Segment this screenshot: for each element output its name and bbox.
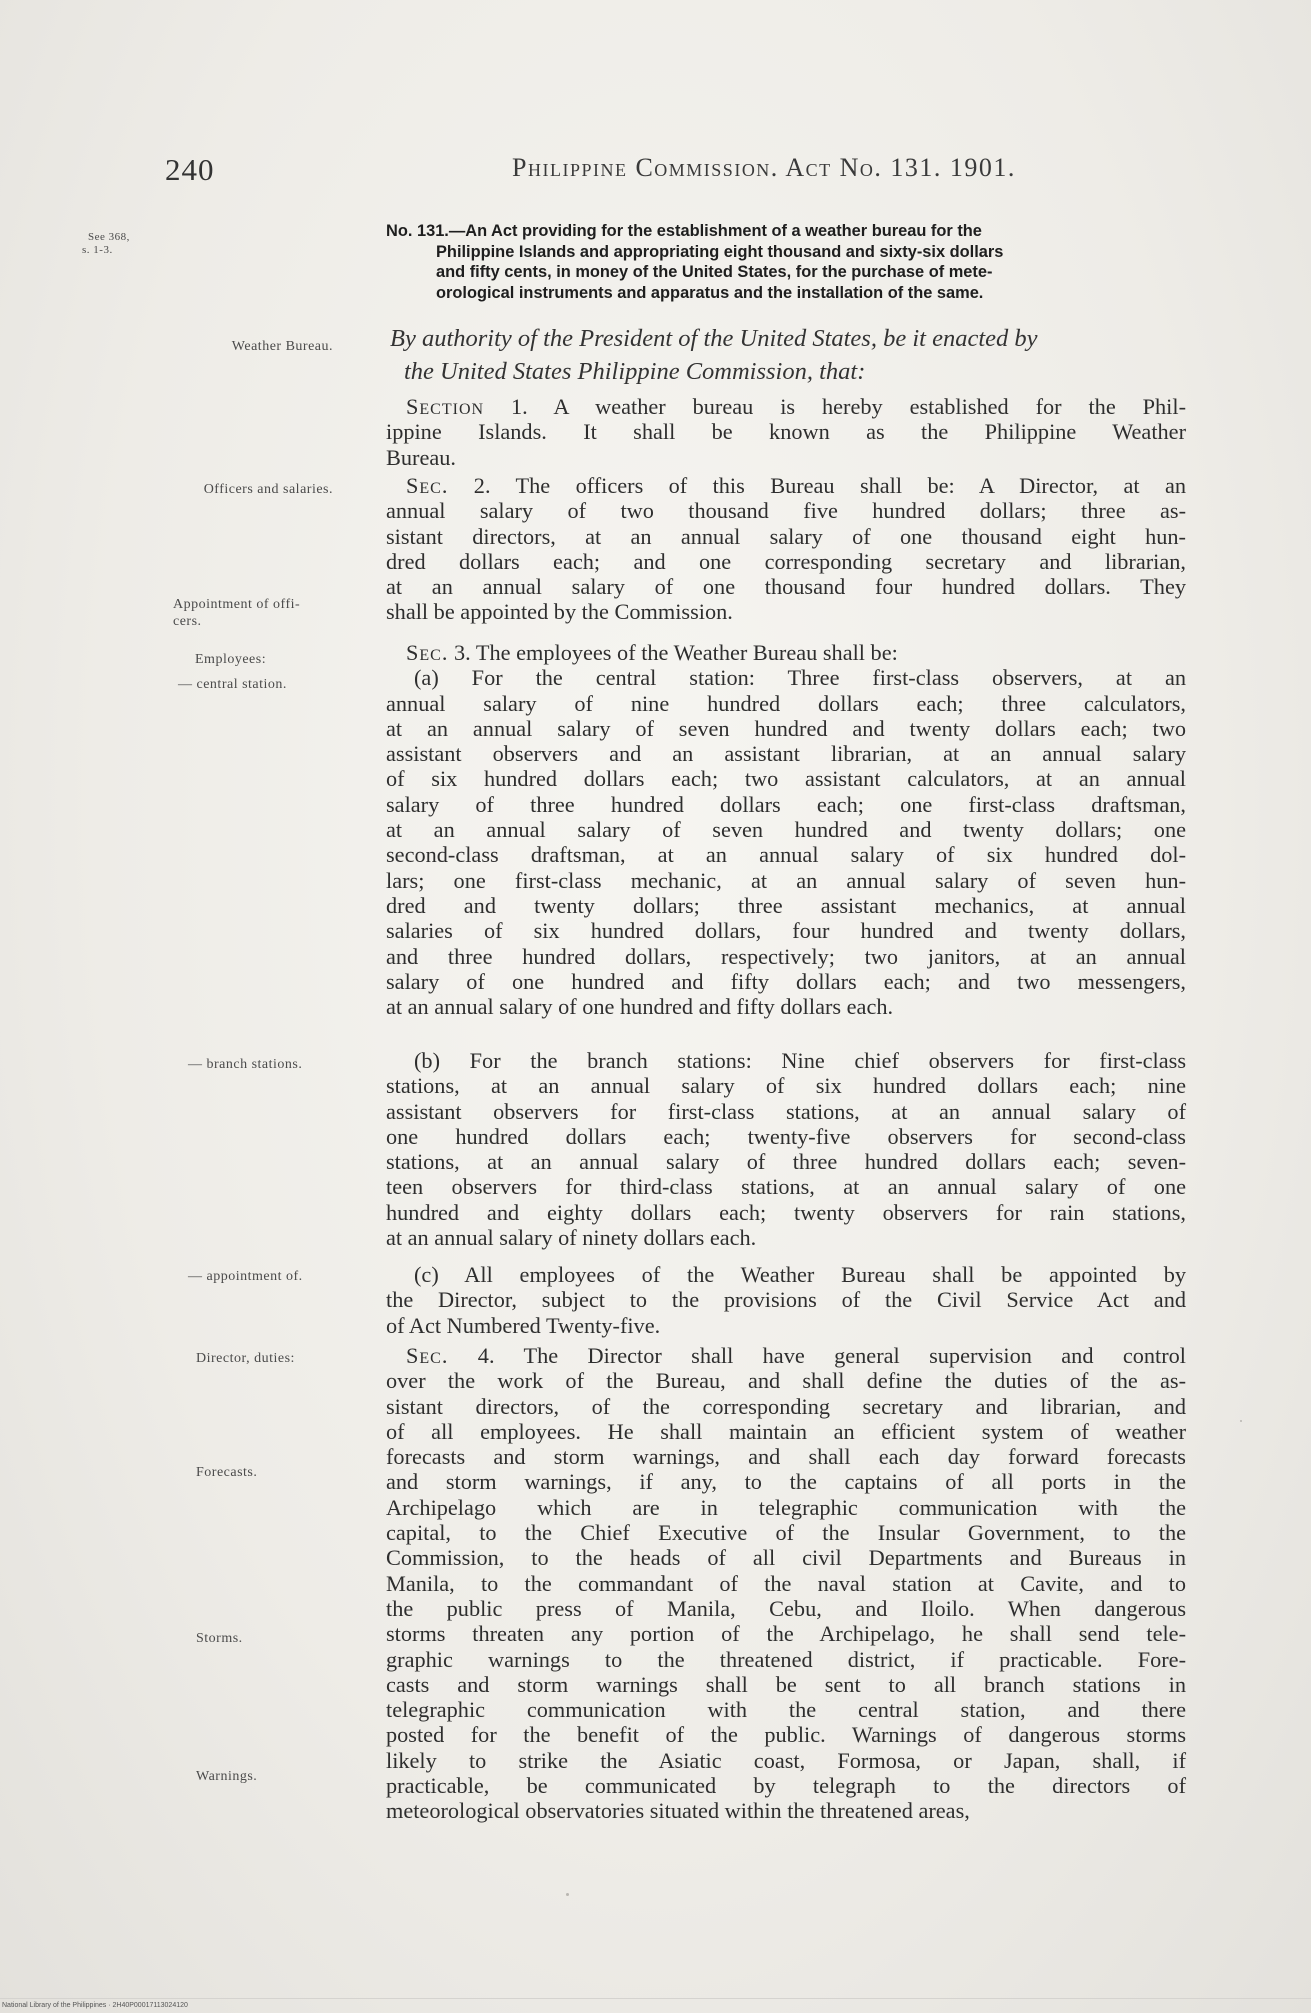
margin-reference-line-1: See 368, bbox=[88, 231, 130, 243]
section-1 bbox=[386, 394, 1186, 470]
section-label: Sec. bbox=[406, 1343, 449, 1368]
body-line: sistant directors, at an annual salary of one thousand eight hun- bbox=[386, 523, 1186, 549]
margin-reference-line-2: s. 1-3. bbox=[82, 244, 113, 256]
body-line: at an annual salary of ninety dollars each. bbox=[386, 1225, 757, 1251]
body-line: one hundred dollars each; twenty-five observers for second-class bbox=[386, 1123, 1186, 1149]
body-line: Manila, to the commandant of the naval station at Cavite, and to bbox=[386, 1570, 1186, 1596]
footer-rule bbox=[0, 1998, 1311, 1999]
body-line: (a) For the central station: Three first-class observers, at an bbox=[414, 665, 1186, 691]
body-line: casts and storm warnings shall be sent to all branch stations in bbox=[386, 1671, 1186, 1697]
section-3-c bbox=[386, 1262, 1186, 1338]
body-line: salary of one hundred and fifty dollars each; and two messengers, bbox=[386, 968, 1186, 994]
body-line: meteorological observatories situated within the threatened areas, bbox=[386, 1798, 970, 1824]
body-line: forecasts and storm warnings, and shall each day forward forecasts bbox=[386, 1444, 1186, 1470]
body-line: at an annual salary of one thousand four hundred dollars. They bbox=[386, 574, 1186, 600]
section-label: Sec. bbox=[406, 640, 449, 665]
body-line: (c) All employees of the Weather Bureau shall be appointed by bbox=[414, 1262, 1186, 1287]
enacting-clause bbox=[386, 322, 1186, 388]
margin-note-central-station: — central station. bbox=[178, 677, 287, 692]
body-line: dred dollars each; and one corresponding secretary and librarian, bbox=[386, 548, 1186, 574]
body-line: at an annual salary of seven hundred and twenty dollars each; two bbox=[386, 715, 1186, 741]
body-line: at an annual salary of one hundred and fifty dollars each. bbox=[386, 994, 894, 1020]
body-line: and storm warnings, if any, to the captains of all ports in the bbox=[386, 1469, 1186, 1495]
body-line: lars; one first-class mechanic, at an annual salary of seven hun- bbox=[386, 867, 1186, 893]
body-line: Sec. 3. The employees of the Weather Bureau shall be: bbox=[406, 640, 898, 665]
body-line: second-class draftsman, at an annual salary of six hundred dol- bbox=[386, 842, 1186, 868]
body-line: the public press of Manila, Cebu, and Iloilo. When dangerous bbox=[386, 1595, 1186, 1621]
body-line: stations, at an annual salary of six hundred dollars each; nine bbox=[386, 1073, 1186, 1099]
margin-note-officers-salaries: Officers and salaries. bbox=[203, 482, 333, 497]
body-line: telegraphic communication with the central station, and there bbox=[386, 1697, 1186, 1723]
body-line: annual salary of nine hundred dollars each; three calculators, bbox=[386, 690, 1186, 716]
body-line: over the work of the Bureau, and shall define the duties of the as- bbox=[386, 1368, 1186, 1394]
enacting-clause-line-1: By authority of the President of the United States, be it enacted by bbox=[390, 325, 1038, 352]
enacting-clause-line-2: the United States Philippine Commission, that: bbox=[404, 358, 866, 385]
section-2 bbox=[386, 473, 1186, 625]
paper-speck bbox=[1240, 1420, 1242, 1422]
body-line: assistant observers for first-class stations, at an annual salary of bbox=[386, 1098, 1186, 1124]
body-line: storms threaten any portion of the Archipelago, he shall send tele- bbox=[386, 1621, 1186, 1647]
body-line: at an annual salary of seven hundred and twenty dollars; one bbox=[386, 817, 1186, 843]
body-line: Sec. 4. The Director shall have general supervision and control bbox=[406, 1343, 1186, 1368]
margin-note-appointment-line-2: cers. bbox=[173, 614, 202, 629]
body-line: salary of three hundred dollars each; one first-class draftsman, bbox=[386, 791, 1186, 817]
page-number: 240 bbox=[165, 152, 215, 187]
body-line: of Act Numbered Twenty-five. bbox=[386, 1312, 661, 1338]
section-4 bbox=[386, 1343, 1186, 1824]
body-line: stations, at an annual salary of three hundred dollars each; seven- bbox=[386, 1149, 1186, 1175]
body-line: teen observers for third-class stations, at an annual salary of one bbox=[386, 1174, 1186, 1200]
body-line: salaries of six hundred dollars, four hundred and twenty dollars, bbox=[386, 918, 1186, 944]
paper-speck bbox=[566, 1893, 569, 1896]
act-title-line-1: No. 131.—An Act providing for the establishment of a weather bureau for the bbox=[386, 222, 982, 240]
section-label: Sec. bbox=[406, 473, 449, 498]
body-line: Bureau. bbox=[386, 444, 456, 470]
footer-credit: National Library of the Philippines · 2H40P00017113024120 bbox=[2, 2002, 188, 2009]
body-line: Commission, to the heads of all civil Departments and Bureaus in bbox=[386, 1545, 1186, 1571]
margin-note-storms: Storms. bbox=[196, 1631, 243, 1646]
margin-note-branch-stations: — branch stations. bbox=[188, 1057, 303, 1072]
body-line: capital, to the Chief Executive of the Insular Government, to the bbox=[386, 1520, 1186, 1546]
body-line: practicable, be communicated by telegraph to the directors of bbox=[386, 1773, 1186, 1799]
body-line: Archipelago which are in telegraphic communication with the bbox=[386, 1494, 1186, 1520]
body-line: annual salary of two thousand five hundred dollars; three as- bbox=[386, 498, 1186, 524]
margin-note-warnings: Warnings. bbox=[196, 1769, 258, 1784]
body-line: (b) For the branch stations: Nine chief observers for first-class bbox=[414, 1048, 1186, 1073]
margin-note-weather-bureau: Weather Bureau. bbox=[231, 339, 333, 354]
margin-note-appointment bbox=[173, 596, 373, 630]
margin-note-forecasts: Forecasts. bbox=[196, 1465, 258, 1480]
margin-note-director-duties: Director, duties: bbox=[196, 1351, 295, 1366]
body-line: graphic warnings to the threatened district, if practicable. Fore- bbox=[386, 1646, 1186, 1672]
body-line: ippine Islands. It shall be known as the Philippine Weather bbox=[386, 419, 1186, 445]
body-line: shall be appointed by the Commission. bbox=[386, 599, 733, 625]
margin-note-appointment-of: — appointment of. bbox=[188, 1269, 303, 1284]
margin-reference bbox=[82, 231, 130, 257]
body-line: hundred and eighty dollars each; twenty observers for rain stations, bbox=[386, 1199, 1186, 1225]
body-line: assistant observers and an assistant librarian, at an annual salary bbox=[386, 741, 1186, 767]
act-title-line-4: orological instruments and apparatus and the installation of the same. bbox=[436, 283, 984, 302]
body-line: likely to strike the Asiatic coast, Formosa, or Japan, shall, if bbox=[386, 1747, 1186, 1773]
act-title-line-3: and fifty cents, in money of the United States, for the purchase of mete- bbox=[436, 263, 993, 281]
body-line: the Director, subject to the provisions of the Civil Service Act and bbox=[386, 1287, 1186, 1313]
section-3 bbox=[386, 640, 1186, 1019]
body-line: Section 1. A weather bureau is hereby established for the Phil- bbox=[406, 394, 1186, 419]
body-line: sistant directors, of the corresponding secretary and librarian, and bbox=[386, 1393, 1186, 1419]
body-line: posted for the benefit of the public. Warnings of dangerous storms bbox=[386, 1722, 1186, 1748]
section-3-b bbox=[386, 1048, 1186, 1250]
margin-note-appointment-line-1: Appointment of offi- bbox=[173, 597, 301, 612]
act-title-line-2: Philippine Islands and appropriating eight thousand and sixty-six dollars bbox=[436, 242, 1004, 261]
body-line: Sec. 2. The officers of this Bureau shall be: A Director, at an bbox=[406, 473, 1186, 498]
act-title bbox=[386, 221, 1186, 303]
body-line: and three hundred dollars, respectively; two janitors, at an annual bbox=[386, 943, 1186, 969]
running-head: Philippine Commission. Act No. 131. 1901. bbox=[512, 153, 1016, 182]
body-line: of all employees. He shall maintain an efficient system of weather bbox=[386, 1418, 1186, 1444]
body-line: of six hundred dollars each; two assistant calculators, at an annual bbox=[386, 766, 1186, 792]
section-label: Section bbox=[406, 394, 485, 419]
margin-note-employees: Employees: bbox=[195, 652, 267, 667]
body-line: dred and twenty dollars; three assistant mechanics, at annual bbox=[386, 892, 1186, 918]
